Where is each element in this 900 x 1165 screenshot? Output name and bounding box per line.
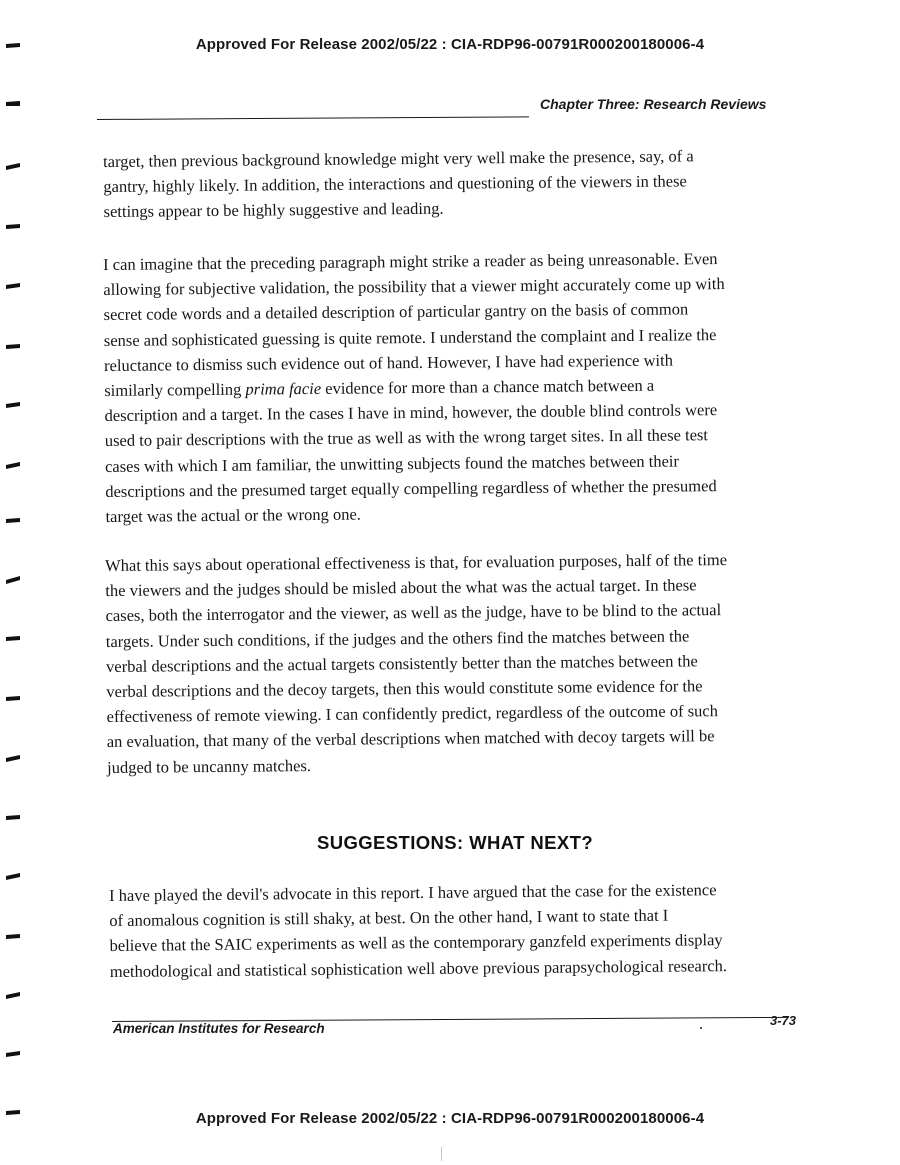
running-header-title: Research Reviews — [643, 96, 767, 112]
text-line: verbal descriptions and the decoy targets, then this would constitute some evidence for the — [106, 676, 703, 702]
text-line: allowing for subjective validation, the possibility that a viewer might accurately come up with — [103, 274, 725, 300]
binder-mark — [6, 1051, 20, 1057]
text-line: believe that the SAIC experiments as well as the contemporary ganzfeld experiments display — [109, 930, 723, 956]
binder-mark — [6, 1110, 20, 1115]
text-line: reluctance to dismiss such evidence out of hand. However, I have had experience with — [103, 350, 673, 375]
text-line: cases with which I am familiar, the unwitting subjects found the matches between their — [104, 451, 680, 476]
running-header — [540, 96, 766, 112]
binder-mark — [6, 518, 20, 523]
binder-mark — [6, 696, 20, 701]
italic-phrase: prima facie — [245, 378, 322, 399]
footer-organization: American Institutes for Research — [113, 1021, 325, 1036]
text-line: verbal descriptions and the actual targets consistently better than the matches between the — [105, 651, 698, 676]
binder-mark — [6, 402, 20, 408]
paragraph-2 — [103, 245, 792, 529]
text-line: used to pair descriptions with the true as well as with the wrong target sites. In all these test — [104, 425, 709, 451]
binder-mark — [6, 344, 20, 349]
text-line: cases, both the interrogator and the viewer, as well as the judge, have to be blind to the actual — [105, 600, 722, 626]
text-line: target, then previous background knowledge might very well make the presence, say, of a — [103, 146, 694, 171]
text-line: description and a target. In the cases I have in mind, however, the double blind controls were — [104, 400, 718, 426]
text-line: the viewers and the judges should be misled about the what was the actual target. In these — [105, 575, 697, 601]
text-line: gantry, highly likely. In addition, the interactions and questioning of the viewers in these — [103, 171, 687, 197]
text-line: What this says about operational effectiveness is that, for evaluation purposes, half of the time — [105, 550, 728, 575]
scan-artifact — [441, 1147, 442, 1161]
text-line: I have played the devil's advocate in this report. I have argued that the case for the existence — [109, 880, 717, 905]
text-run: evidence for more than a chance match between a — [321, 375, 655, 398]
binder-mark — [6, 873, 20, 880]
binder-mark — [6, 815, 20, 820]
binder-mark — [6, 992, 20, 999]
text-line: of anomalous cognition is still shaky, at best. On the other hand, I want to state that I — [109, 905, 669, 931]
paragraph-4 — [109, 876, 796, 983]
binder-mark — [6, 636, 20, 641]
text-line: methodological and statistical sophistication well above previous parapsychological research. — [109, 955, 728, 981]
text-line: descriptions and the presumed target equally compelling regardless of whether the presumed — [105, 475, 717, 501]
text-line: effectiveness of remote viewing. I can confidently predict, regardless of the outcome of such — [106, 701, 718, 727]
text-line: settings appear to be highly suggestive and leading. — [103, 199, 444, 222]
text-line: sense and sophisticated guessing is quite remote. I understand the complaint and I realize the — [103, 324, 717, 350]
binder-mark — [6, 224, 20, 229]
text-line: target was the actual or the wrong one. — [105, 504, 361, 527]
section-heading: SUGGESTIONS: WHAT NEXT? — [316, 832, 594, 853]
header-rule — [97, 116, 529, 120]
binder-mark — [6, 283, 20, 289]
binder-mark — [6, 101, 20, 106]
text-line: secret code words and a detailed description of particular gantry on the basis of common — [103, 299, 689, 325]
binder-mark — [6, 576, 20, 584]
binder-mark — [6, 755, 20, 762]
binder-mark — [6, 462, 20, 469]
text-run: similarly compelling — [104, 379, 246, 401]
running-header-chapter: Chapter Three: — [540, 96, 640, 112]
text-line: targets. Under such conditions, if the judges and the others find the matches between the — [105, 626, 690, 651]
text-line: I can imagine that the preceding paragraph might strike a reader as being unreasonable. Even — [103, 249, 718, 274]
paragraph-3 — [105, 546, 793, 779]
binder-mark — [6, 43, 20, 48]
paragraph-1 — [103, 142, 790, 224]
scan-speck — [700, 1027, 702, 1029]
text-line: judged to be uncanny matches. — [106, 755, 312, 777]
binder-mark — [6, 934, 20, 939]
binder-mark — [6, 163, 20, 170]
text-line: an evaluation, that many of the verbal descriptions when matched with decoy targets will be — [106, 726, 715, 752]
binder-hole-marks — [0, 0, 30, 1165]
release-stamp-footer: Approved For Release 2002/05/22 : CIA-RDP96-00791R000200180006-4 — [195, 1110, 705, 1127]
page-number: 3-73 — [770, 1013, 797, 1028]
release-stamp-header: Approved For Release 2002/05/22 : CIA-RDP96-00791R000200180006-4 — [195, 36, 705, 53]
